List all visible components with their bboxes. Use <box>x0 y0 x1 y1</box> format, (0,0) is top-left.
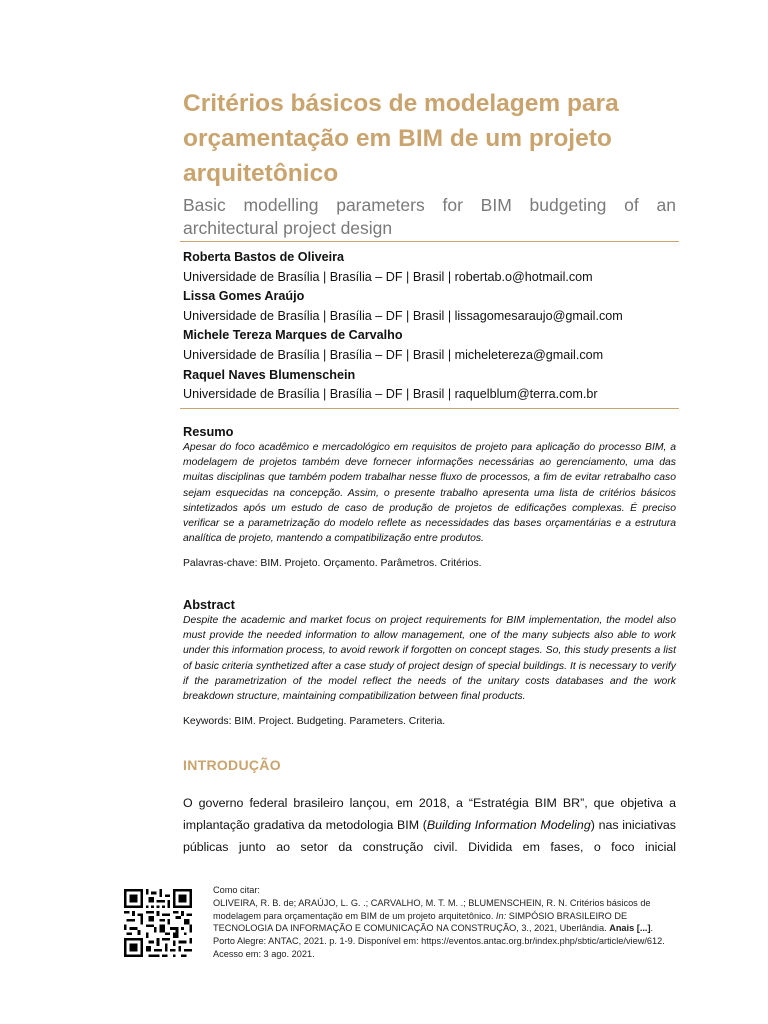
author-name: Roberta Bastos de Oliveira <box>183 250 344 264</box>
author-list <box>183 248 676 405</box>
introduction-text-part: ) nas iniciativas públicas junto ao setor da construção civil. Dividida em fases, o foco inicial <box>183 818 676 854</box>
divider <box>180 408 679 409</box>
author-name: Lissa Gomes Araújo <box>183 289 305 304</box>
paper-title: Critérios básicos de modelagem para orçamentação em BIM de um projeto arquitetônico <box>183 90 619 187</box>
author-name: Raquel Naves Blumenschein <box>183 367 356 382</box>
introduction-heading: INTRODUÇÃO <box>183 757 281 773</box>
citation-in-label: In: <box>495 910 507 921</box>
citation-text-part: OLIVEIRA, R. B. de; ARAÚJO, L. G. .; CARVALHO, M. T. M. .; BLUMENSCHEIN, R. N. Critérios básicos de modelagem para orçamentação em BIM de um projeto arquitetônico. <box>213 897 651 921</box>
paper-subtitle: Basic modelling parameters for BIM budgeting of an architectural project design <box>183 195 676 238</box>
citation-text-part: . Porto Alegre: ANTAC, 2021. p. 1-9. Disponível em: https://eventos.antac.org.br/index.php/sbtic/article/view/612. Acesso em: 3 ago. 2021. <box>213 923 665 959</box>
introduction-text-part: O governo federal brasileiro lançou, em 2018, a “Estratégia BIM BR”, que objetiva a implantação gradativa da metodologia BIM ( <box>183 796 676 832</box>
abstract-section <box>183 598 676 728</box>
introduction-text <box>183 792 676 858</box>
author-affiliation: Universidade de Brasília | Brasília – DF | Brasil | raquelblum@terra.com.br <box>183 387 598 402</box>
citation-proceedings: Anais [...] <box>609 923 651 934</box>
resumo-section <box>183 425 676 570</box>
introduction-italic-term: Building Information Modeling <box>426 818 591 832</box>
qr-code-icon <box>124 889 192 957</box>
author-affiliation: Universidade de Brasília | Brasília – DF | Brasil | lissagomesaraujo@gmail.com <box>183 308 623 323</box>
resumo-text: Apesar do foco acadêmico e mercadológico em requisitos de projeto para aplicação do processo BIM, a modelagem de projetos também deve fornecer informações necessárias ao gerenciamento, uma das muitas disciplinas que também podem trabalhar nesse fluxo de processos, a fim de evitar retrabalho caso sejam esquecidas na concepção. Assim, o presente trabalho apresenta uma lista de critérios básicos sintetizados após um estudo de caso de produção de projetos de edificações complexas. É preciso verificar se a parametrização do modelo reflete as necessidades das bases orçamentárias e a estrutura analítica de projeto, mantendo a compatibilização entre produtos. <box>183 442 676 545</box>
resumo-keywords: Palavras-chave: BIM. Projeto. Orçamento. Parâmetros. Critérios. <box>183 558 482 570</box>
abstract-text: Despite the academic and market focus on project requirements for BIM implementation, the model also must provide the needed information to allow management, one of the many subjects also able to work under this information process, to avoid rework if forgotten on concept stages. So, this study presents a list of basic criteria synthetized after a case study of project design of special buildings. It is necessary to verify if the parametrization of the model reflect the needs of the unitary costs databases and the work breakdown structure, maintaining compatibilization between final products. <box>183 615 676 703</box>
author-affiliation: Universidade de Brasília | Brasília – DF | Brasil | robertab.o@hotmail.com <box>183 269 593 284</box>
citation-label: Como citar: <box>213 885 260 895</box>
divider <box>180 241 679 242</box>
citation-text <box>213 897 673 961</box>
abstract-heading: Abstract <box>183 597 235 612</box>
citation-block <box>213 884 673 961</box>
author-affiliation: Universidade de Brasília | Brasília – DF | Brasil | micheletereza@gmail.com <box>183 347 604 362</box>
resumo-heading: Resumo <box>183 424 234 439</box>
author-name: Michele Tereza Marques de Carvalho <box>183 328 403 343</box>
citation-text-part: SIMPÓSIO BRASILEIRO DE TECNOLOGIA DA INFORMAÇÃO E COMUNICAÇÃO NA CONSTRUÇÃO, 3., 2021, Uberlândia. <box>213 910 628 934</box>
abstract-keywords: Keywords: BIM. Project. Budgeting. Parameters. Criteria. <box>183 716 446 728</box>
